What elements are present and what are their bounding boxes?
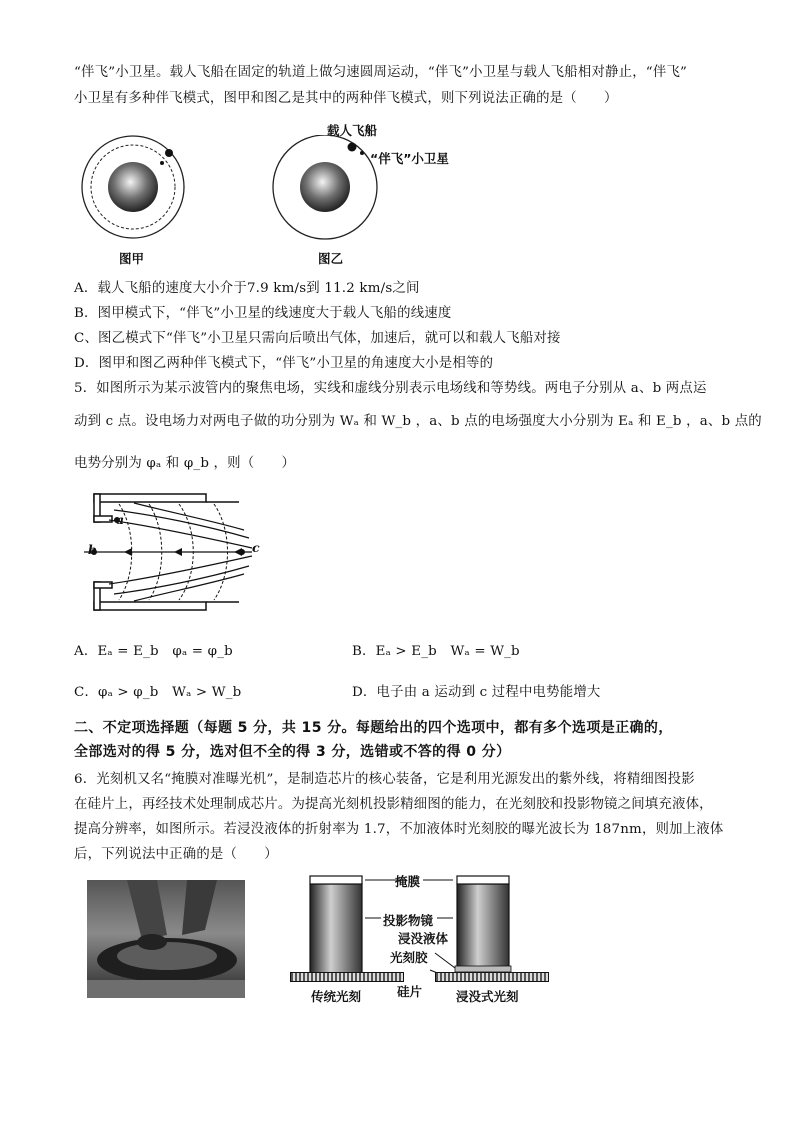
figure-jia	[78, 135, 193, 245]
figure-jia-label: 图甲	[119, 251, 145, 266]
immersion-liquid-label: 浸没液体	[398, 931, 449, 946]
q4-option-d: D．图甲和图乙两种伴飞模式下，“伴飞”小卫星的角速度大小是相等的	[74, 356, 494, 371]
ship-label: 载人飞船	[327, 123, 378, 138]
photoresist-label: 光刻胶	[390, 950, 428, 965]
traditional-lithography-label: 传统光刻	[311, 989, 362, 1004]
mask-label: 掩膜	[395, 874, 421, 889]
satellite-label: “伴飞”小卫星	[370, 151, 449, 166]
point-b-label: b	[88, 542, 97, 557]
lithography-photo	[87, 880, 245, 998]
q6-stem-line1: 6．光刻机又名“掩膜对准曝光机”，是制造芯片的核心装备，它是利用光源发出的紫外线，将精细图投影	[74, 772, 695, 787]
figure-yi	[270, 135, 385, 245]
wafer-label: 硅片	[397, 984, 423, 999]
figure-yi-label: 图乙	[318, 251, 344, 266]
q4-option-a: A．载人飞船的速度大小介于7.9 km/s到 11.2 km/s之间	[74, 281, 420, 296]
q4-stem-line2: 小卫星有多种伴飞模式，图甲和图乙是其中的两种伴飞模式，则下列说法正确的是（ ）	[74, 91, 618, 106]
focusing-field-figure	[74, 490, 254, 620]
q5-stem-line3: 电势分别为 φₐ 和 φ_b ，则（ ）	[74, 456, 296, 471]
point-c-label: c	[252, 540, 260, 555]
q5-option-d: D．电子由 a 运动到 c 过程中电势能增大	[352, 685, 601, 700]
wafer-immersion	[435, 972, 549, 982]
q5-option-b: B．Eₐ > E_b Wₐ = W_b	[352, 644, 520, 659]
q6-stem-line4: 后，下列说法中正确的是（ ）	[74, 847, 278, 862]
q4-option-b: B．图甲模式下，“伴飞”小卫星的线速度大于载人飞船的线速度	[74, 306, 452, 321]
q6-stem-line2: 在硅片上，再经技术处理制成芯片。为提高光刻机投影精细图的能力，在光刻胶和投影物镜之间填充液体，	[74, 797, 713, 812]
q6-stem-line3: 提高分辨率，如图所示。若浸没液体的折射率为 1.7，不加液体时光刻胶的曝光波长为 187nm，则加上液体	[74, 822, 724, 837]
point-a-label: a	[116, 512, 125, 527]
projection-lens-label: 投影物镜	[383, 913, 434, 928]
section2-heading-line1: 二、不定项选择题（每题 5 分，共 15 分。每题给出的四个选项中，都有多个选项是正确的，	[74, 720, 673, 736]
q5-stem-line2: 动到 c 点。设电场力对两电子做的功分别为 Wₐ 和 W_b ，a、b 点的电场强度大小分别为 Eₐ 和 E_b ，a、b 点的	[74, 414, 762, 429]
q5-option-c: C．φₐ > φ_b Wₐ > W_b	[74, 685, 242, 700]
immersion-lithography-label: 浸没式光刻	[456, 989, 519, 1004]
q4-option-c: C、图乙模式下“伴飞”小卫星只需向后喷出气体，加速后，就可以和载人飞船对接	[74, 331, 561, 346]
wafer-traditional	[290, 972, 404, 982]
q5-stem-line1: 5．如图所示为某示波管内的聚焦电场，实线和虚线分别表示电场线和等势线。两电子分别从 a、b 两点运	[74, 381, 707, 396]
section2-heading-line2: 全部选对的得 5 分，选对但不全的得 3 分，选错或不答的得 0 分）	[74, 744, 511, 760]
q5-option-a: A．Eₐ = E_b φₐ = φ_b	[74, 644, 233, 659]
q4-stem-line1: “伴飞”小卫星。载人飞船在固定的轨道上做匀速圆周运动，“伴飞”小卫星与载人飞船相对静止，“伴飞”	[74, 65, 688, 80]
